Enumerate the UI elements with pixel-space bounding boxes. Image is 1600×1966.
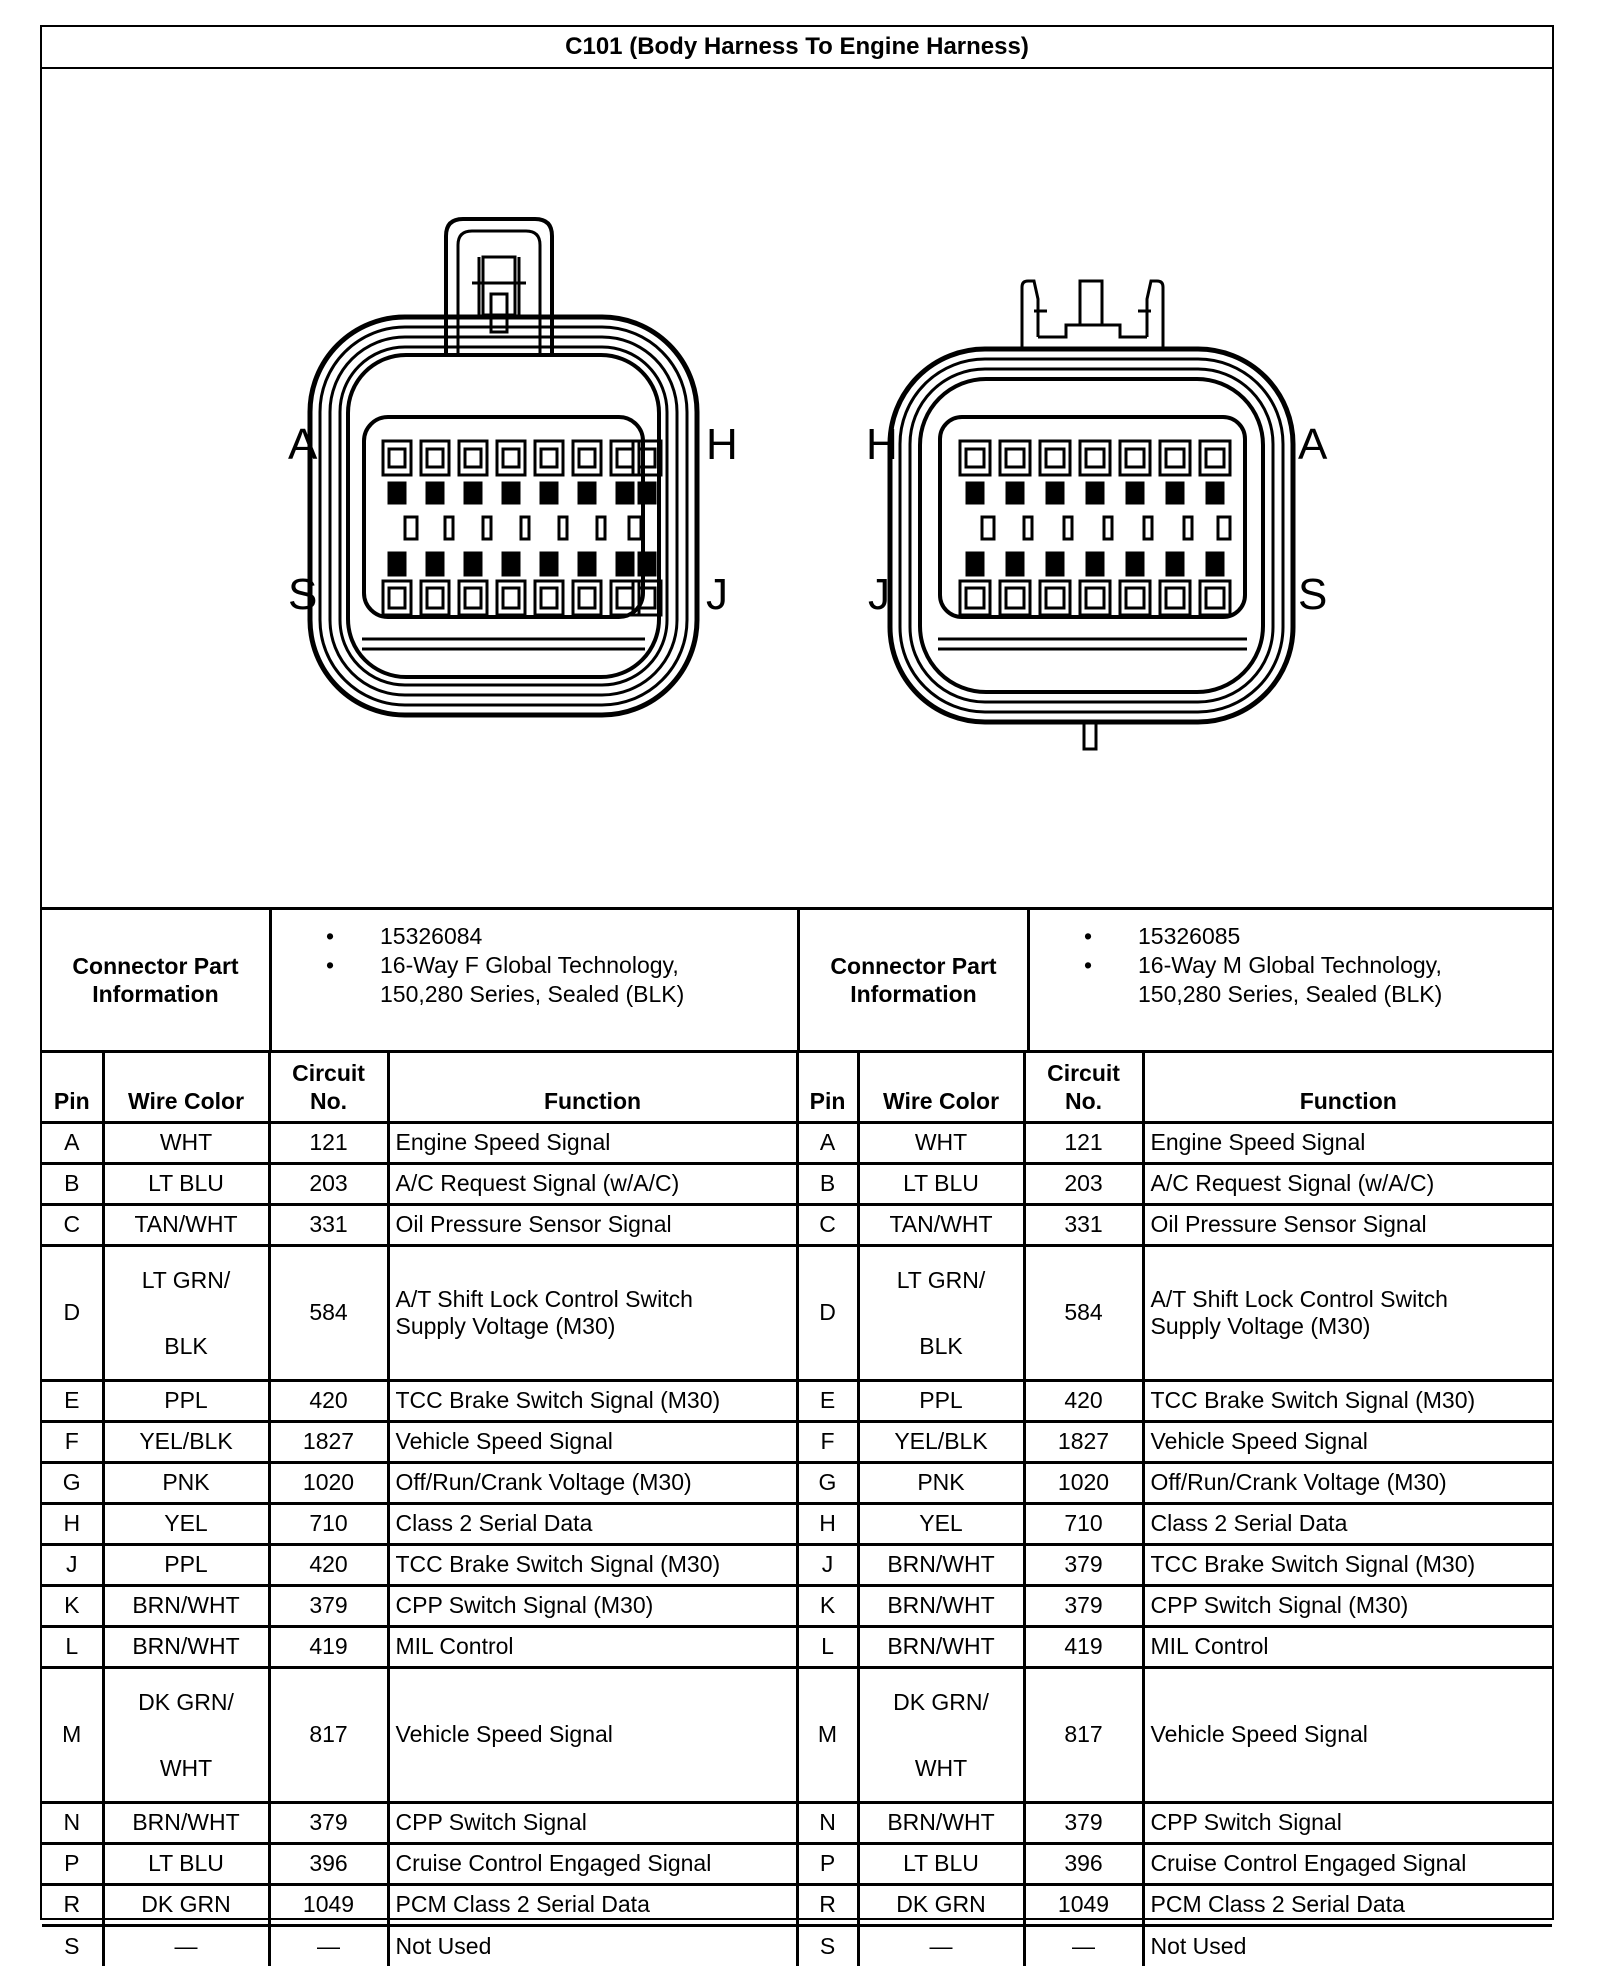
function-cell: Oil Pressure Sensor Signal bbox=[1143, 1204, 1552, 1245]
function-cell: A/C Request Signal (w/A/C) bbox=[388, 1163, 797, 1204]
header-pin: Pin bbox=[797, 1053, 858, 1122]
wire-color-cell: BRN/WHT bbox=[103, 1585, 269, 1626]
left-pin-label-j: J bbox=[706, 570, 728, 619]
pin-cell: K bbox=[797, 1585, 858, 1626]
wire-color-cell: PPL bbox=[103, 1380, 269, 1421]
function-cell: PCM Class 2 Serial Data bbox=[1143, 1884, 1552, 1925]
function-cell: MIL Control bbox=[388, 1626, 797, 1667]
circuit-cell: 121 bbox=[1024, 1122, 1143, 1163]
pin-cell: S bbox=[42, 1925, 103, 1966]
function-cell: A/T Shift Lock Control Switch Supply Voltage (M30) bbox=[388, 1245, 797, 1380]
circuit-cell: 379 bbox=[269, 1585, 388, 1626]
right-connector-face bbox=[890, 281, 1293, 749]
wire-color-cell: PNK bbox=[858, 1462, 1024, 1503]
left-part-description: 16-Way F Global Technology, bbox=[380, 952, 679, 978]
function-cell: Vehicle Speed Signal bbox=[388, 1667, 797, 1802]
connector-sheet bbox=[40, 25, 1554, 1959]
header-pin: Pin bbox=[42, 1053, 103, 1122]
function-cell: CPP Switch Signal (M30) bbox=[1143, 1585, 1552, 1626]
wire-color-cell: DK GRN/ WHT bbox=[103, 1667, 269, 1802]
wire-color-cell: LT BLU bbox=[858, 1843, 1024, 1884]
function-cell: Vehicle Speed Signal bbox=[388, 1421, 797, 1462]
circuit-cell: 1827 bbox=[269, 1421, 388, 1462]
right-pin-label-j: J bbox=[868, 570, 890, 619]
function-cell: Class 2 Serial Data bbox=[1143, 1503, 1552, 1544]
pin-cell: B bbox=[797, 1163, 858, 1204]
wire-color-cell: BRN/WHT bbox=[858, 1544, 1024, 1585]
circuit-cell: 710 bbox=[269, 1503, 388, 1544]
wire-color-cell: PNK bbox=[103, 1462, 269, 1503]
pin-cell: E bbox=[42, 1380, 103, 1421]
function-cell: TCC Brake Switch Signal (M30) bbox=[1143, 1380, 1552, 1421]
wire-color-cell: BRN/WHT bbox=[858, 1802, 1024, 1843]
table-row bbox=[42, 1380, 1552, 1421]
function-cell: Cruise Control Engaged Signal bbox=[1143, 1843, 1552, 1884]
function-cell: Vehicle Speed Signal bbox=[1143, 1421, 1552, 1462]
pin-cell: E bbox=[797, 1380, 858, 1421]
function-cell: MIL Control bbox=[1143, 1626, 1552, 1667]
pin-cell: M bbox=[42, 1667, 103, 1802]
pinout-table-body bbox=[42, 1122, 1552, 1966]
circuit-cell: 396 bbox=[1024, 1843, 1143, 1884]
header-wire-color: Wire Color bbox=[858, 1053, 1024, 1122]
circuit-cell: 1049 bbox=[1024, 1884, 1143, 1925]
table-row bbox=[42, 1204, 1552, 1245]
circuit-cell: 1020 bbox=[1024, 1462, 1143, 1503]
pin-cell: C bbox=[797, 1204, 858, 1245]
wire-color-cell: TAN/WHT bbox=[103, 1204, 269, 1245]
wire-color-cell: BRN/WHT bbox=[103, 1626, 269, 1667]
function-cell: A/T Shift Lock Control Switch Supply Voltage (M30) bbox=[1143, 1245, 1552, 1380]
pin-cell: K bbox=[42, 1585, 103, 1626]
pin-cell: P bbox=[797, 1843, 858, 1884]
circuit-cell: 584 bbox=[1024, 1245, 1143, 1380]
right-connector-cavities bbox=[960, 441, 1230, 615]
left-pin-label-s: S bbox=[288, 570, 318, 619]
circuit-cell: 584 bbox=[269, 1245, 388, 1380]
pin-cell: H bbox=[42, 1503, 103, 1544]
wire-color-cell: PPL bbox=[103, 1544, 269, 1585]
wire-color-cell: TAN/WHT bbox=[858, 1204, 1024, 1245]
pin-cell: G bbox=[42, 1462, 103, 1503]
circuit-cell: 419 bbox=[1024, 1626, 1143, 1667]
wire-color-cell: DK GRN bbox=[103, 1884, 269, 1925]
table-row bbox=[42, 1925, 1552, 1966]
left-pin-label-a: A bbox=[288, 420, 318, 469]
pin-cell: A bbox=[42, 1122, 103, 1163]
pin-cell: N bbox=[42, 1802, 103, 1843]
connector-drawing bbox=[42, 69, 1552, 907]
function-cell: CPP Switch Signal bbox=[1143, 1802, 1552, 1843]
connector-part-info bbox=[42, 907, 1552, 1053]
table-row bbox=[42, 1802, 1552, 1843]
pin-cell: D bbox=[42, 1245, 103, 1380]
pin-cell: G bbox=[797, 1462, 858, 1503]
table-row bbox=[42, 1122, 1552, 1163]
table-row bbox=[42, 1503, 1552, 1544]
function-cell: CPP Switch Signal bbox=[388, 1802, 797, 1843]
table-row bbox=[42, 1585, 1552, 1626]
circuit-cell: 420 bbox=[1024, 1380, 1143, 1421]
circuit-cell: 331 bbox=[1024, 1204, 1143, 1245]
wire-color-cell: — bbox=[858, 1925, 1024, 1966]
circuit-cell: 331 bbox=[269, 1204, 388, 1245]
pin-cell: B bbox=[42, 1163, 103, 1204]
function-cell: Not Used bbox=[388, 1925, 797, 1966]
function-cell: Vehicle Speed Signal bbox=[1143, 1667, 1552, 1802]
left-part-info-label: Connector Part Information bbox=[72, 953, 239, 1007]
function-cell: CPP Switch Signal (M30) bbox=[388, 1585, 797, 1626]
table-row bbox=[42, 1626, 1552, 1667]
function-cell: Off/Run/Crank Voltage (M30) bbox=[388, 1462, 797, 1503]
function-cell: Engine Speed Signal bbox=[1143, 1122, 1552, 1163]
wire-color-cell: — bbox=[103, 1925, 269, 1966]
wire-color-cell: PPL bbox=[858, 1380, 1024, 1421]
circuit-cell: 420 bbox=[269, 1544, 388, 1585]
pin-cell: N bbox=[797, 1802, 858, 1843]
function-cell: TCC Brake Switch Signal (M30) bbox=[388, 1380, 797, 1421]
table-row bbox=[42, 1163, 1552, 1204]
left-part-number: 15326084 bbox=[380, 923, 483, 949]
circuit-cell: 710 bbox=[1024, 1503, 1143, 1544]
pin-cell: C bbox=[42, 1204, 103, 1245]
wire-color-cell: LT GRN/ BLK bbox=[858, 1245, 1024, 1380]
pin-cell: M bbox=[797, 1667, 858, 1802]
wire-color-cell: BRN/WHT bbox=[103, 1802, 269, 1843]
circuit-cell: 203 bbox=[269, 1163, 388, 1204]
function-cell: Engine Speed Signal bbox=[388, 1122, 797, 1163]
right-part-info-values: • 15326085 • 16-Way M Global Technology, 150,280 Series, Sealed (BLK) bbox=[1083, 923, 1443, 1007]
wire-color-cell: DK GRN/ WHT bbox=[858, 1667, 1024, 1802]
table-row bbox=[42, 1667, 1552, 1802]
circuit-cell: 379 bbox=[1024, 1544, 1143, 1585]
wire-color-cell: YEL bbox=[103, 1503, 269, 1544]
wire-color-cell: YEL/BLK bbox=[103, 1421, 269, 1462]
pin-cell: S bbox=[797, 1925, 858, 1966]
circuit-cell: 379 bbox=[269, 1802, 388, 1843]
connector-diagram bbox=[42, 69, 1552, 907]
table-row bbox=[42, 1884, 1552, 1925]
right-pin-label-h: H bbox=[866, 420, 898, 469]
table-row bbox=[42, 1843, 1552, 1884]
wire-color-cell: LT GRN/ BLK bbox=[103, 1245, 269, 1380]
pin-cell: F bbox=[797, 1421, 858, 1462]
wire-color-cell: WHT bbox=[858, 1122, 1024, 1163]
table-row bbox=[42, 1544, 1552, 1585]
table-row bbox=[42, 1245, 1552, 1380]
table-row bbox=[42, 1421, 1552, 1462]
pin-cell: D bbox=[797, 1245, 858, 1380]
pin-cell: J bbox=[797, 1544, 858, 1585]
wire-color-cell: DK GRN bbox=[858, 1884, 1024, 1925]
circuit-cell: 1827 bbox=[1024, 1421, 1143, 1462]
right-pin-label-a: A bbox=[1298, 420, 1328, 469]
circuit-cell: 379 bbox=[1024, 1585, 1143, 1626]
page-title: C101 (Body Harness To Engine Harness) bbox=[42, 27, 1552, 69]
circuit-cell: 203 bbox=[1024, 1163, 1143, 1204]
pin-cell: A bbox=[797, 1122, 858, 1163]
wire-color-cell: WHT bbox=[103, 1122, 269, 1163]
pin-cell: L bbox=[797, 1626, 858, 1667]
wire-color-cell: BRN/WHT bbox=[858, 1626, 1024, 1667]
header-circuit: Circuit No. bbox=[269, 1053, 388, 1122]
pin-cell: J bbox=[42, 1544, 103, 1585]
circuit-cell: 396 bbox=[269, 1843, 388, 1884]
pinout-table bbox=[42, 1053, 1552, 1966]
function-cell: Cruise Control Engaged Signal bbox=[388, 1843, 797, 1884]
pin-cell: L bbox=[42, 1626, 103, 1667]
circuit-cell: — bbox=[1024, 1925, 1143, 1966]
function-cell: PCM Class 2 Serial Data bbox=[388, 1884, 797, 1925]
table-header-row bbox=[42, 1053, 1552, 1122]
header-circuit: Circuit No. bbox=[1024, 1053, 1143, 1122]
wire-color-cell: LT BLU bbox=[103, 1163, 269, 1204]
function-cell: Not Used bbox=[1143, 1925, 1552, 1966]
circuit-cell: 1049 bbox=[269, 1884, 388, 1925]
pin-cell: F bbox=[42, 1421, 103, 1462]
function-cell: Oil Pressure Sensor Signal bbox=[388, 1204, 797, 1245]
left-pin-label-h: H bbox=[706, 420, 738, 469]
wire-color-cell: LT BLU bbox=[103, 1843, 269, 1884]
header-function: Function bbox=[1143, 1053, 1552, 1122]
circuit-cell: 121 bbox=[269, 1122, 388, 1163]
left-connector-cavities bbox=[383, 441, 661, 615]
wire-color-cell: YEL bbox=[858, 1503, 1024, 1544]
function-cell: TCC Brake Switch Signal (M30) bbox=[388, 1544, 797, 1585]
pin-cell: H bbox=[797, 1503, 858, 1544]
circuit-cell: 1020 bbox=[269, 1462, 388, 1503]
function-cell: A/C Request Signal (w/A/C) bbox=[1143, 1163, 1552, 1204]
function-cell: Off/Run/Crank Voltage (M30) bbox=[1143, 1462, 1552, 1503]
circuit-cell: 379 bbox=[1024, 1802, 1143, 1843]
circuit-cell: 817 bbox=[1024, 1667, 1143, 1802]
header-function: Function bbox=[388, 1053, 797, 1122]
right-pin-label-s: S bbox=[1298, 570, 1328, 619]
pin-cell: P bbox=[42, 1843, 103, 1884]
pin-cell: R bbox=[42, 1884, 103, 1925]
table-row bbox=[42, 1462, 1552, 1503]
circuit-cell: 817 bbox=[269, 1667, 388, 1802]
circuit-cell: 419 bbox=[269, 1626, 388, 1667]
right-part-description: 16-Way M Global Technology, bbox=[1138, 952, 1442, 978]
header-wire-color: Wire Color bbox=[103, 1053, 269, 1122]
wire-color-cell: YEL/BLK bbox=[858, 1421, 1024, 1462]
pin-cell: R bbox=[797, 1884, 858, 1925]
right-part-number: 15326085 bbox=[1138, 923, 1241, 949]
circuit-cell: 420 bbox=[269, 1380, 388, 1421]
left-part-info-values: • 15326084 • 16-Way F Global Technology, 150,280 Series, Sealed (BLK) bbox=[325, 923, 685, 1007]
wire-color-cell: LT BLU bbox=[858, 1163, 1024, 1204]
circuit-cell: — bbox=[269, 1925, 388, 1966]
wire-color-cell: BRN/WHT bbox=[858, 1585, 1024, 1626]
function-cell: TCC Brake Switch Signal (M30) bbox=[1143, 1544, 1552, 1585]
right-part-info-label: Connector Part Information bbox=[830, 953, 997, 1007]
function-cell: Class 2 Serial Data bbox=[388, 1503, 797, 1544]
